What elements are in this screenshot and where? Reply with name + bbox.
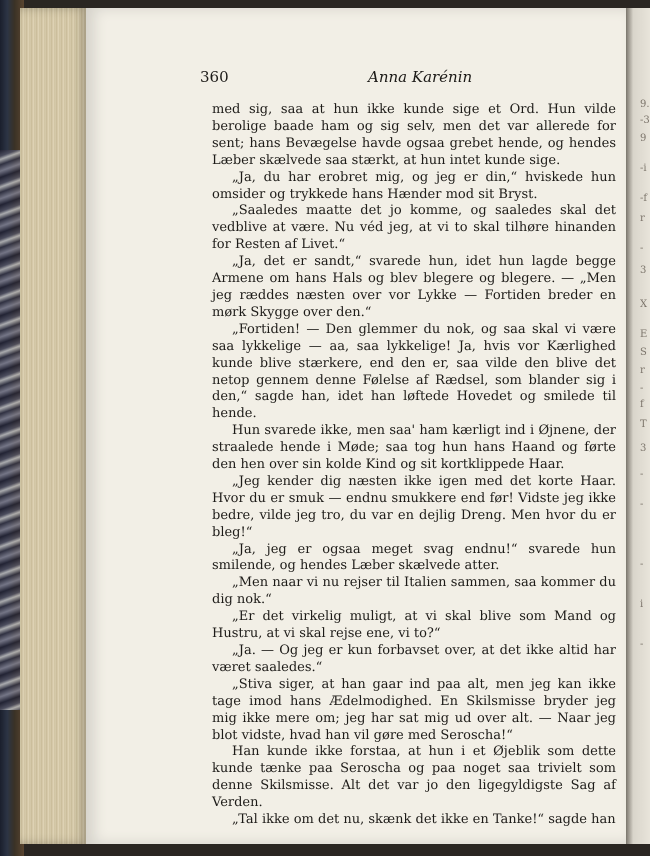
paragraph: „Er det virkelig muligt, at vi skal blive som Mand og Hustru, at vi skal rejse ene, vi to?“ bbox=[212, 609, 616, 642]
facing-page-fragment: i bbox=[640, 599, 644, 610]
facing-page-fragment: - bbox=[640, 559, 644, 570]
paragraph: „Fortiden! — Den glemmer du nok, og saa skal vi være saa lykkelige — aa, saa lykkelige! Ja, hvis vor Kærlighed kunde blive stærkere, end den er, saa vilde den blive det netop gennem denne Følelse af Rædsel, som blander sig i den,“ sagde han, idet han løftede Hovedet og smilede til hende. bbox=[212, 321, 616, 422]
paragraph: „Ja, jeg er ogsaa meget svag endnu!“ svarede hun smilende, og hendes Læber skælvede atter. bbox=[212, 541, 616, 574]
facing-page-fragment: f bbox=[640, 399, 644, 410]
facing-page-fragment: - bbox=[640, 499, 644, 510]
paragraph: „Saaledes maatte det jo komme, og saaledes skal det vedblive at være. Nu véd jeg, at vi to skal tilhøre hinanden for Resten af Livet.“ bbox=[212, 203, 616, 253]
paragraph: „Ja. — Og jeg er kun forbavset over, at det ikke altid har været saaledes.“ bbox=[212, 643, 616, 675]
facing-page-fragment: 3 bbox=[640, 443, 647, 454]
facing-page-fragment: - bbox=[640, 469, 644, 480]
running-title: Anna Karénin bbox=[368, 68, 473, 86]
facing-page-fragment: r bbox=[640, 365, 645, 376]
facing-page-fragment: E bbox=[640, 329, 648, 340]
paragraph: „Men naar vi nu rejser til Italien sammen, saa kommer du dig nok.“ bbox=[212, 575, 616, 608]
paragraph: med sig, saa at hun ikke kunde sige et Ord. Hun vilde berolige baade ham og sig selv, men det var allerede for sent; hans Bevægelse havde ogsaa grebet hende, og hendes Læber skælvede saa stærkt, at hun intet kunde sige. bbox=[212, 102, 616, 168]
facing-page-fragment: -i bbox=[640, 163, 647, 174]
facing-page-fragment: - bbox=[640, 383, 644, 394]
marbled-endpaper bbox=[0, 150, 22, 710]
page-header bbox=[86, 68, 626, 88]
facing-page-fragment: 3 bbox=[640, 265, 647, 276]
paragraph: „Stiva siger, at han gaar ind paa alt, men jeg kan ikke tage imod hans Ædelmodighed. En Skilsmisse bryder jeg mig ikke mere om; jeg har sat mig ud over alt. — Naar jeg blot vidste, hvad han vil gøre med Seroscha!“ bbox=[212, 676, 616, 743]
facing-page-fragment: X bbox=[640, 299, 648, 310]
facing-page-fragment: -f bbox=[640, 193, 648, 204]
facing-page-fragment: r bbox=[640, 213, 645, 224]
facing-page-fragment: - bbox=[640, 243, 644, 254]
paragraph: Han kunde ikke forstaa, at hun i et Øjeblik som dette kunde tænke paa Seroscha og paa noget saa trivielt som denne Skilsmisse. Alt det var jo den ligegyldigste Sag af Verden. bbox=[212, 744, 616, 811]
facing-page-fragment: 9 bbox=[640, 133, 647, 144]
paragraph: Hun svarede ikke, men saa' ham kærligt ind i Øjnene, der straalede hende i Møde; saa tog hun hans Haand og førte den hen over sin kolde Kind og sit kortklippede Haar. bbox=[212, 423, 616, 473]
facing-page-fragment: S bbox=[640, 347, 647, 358]
paragraph: „Ja, det er sandt,“ svarede hun, idet hun lagde begge Armene om hans Hals og blev blegere og blegere. — „Men jeg ræddes næsten over vor Lykke — Fortiden breder en mørk Skygge over den.“ bbox=[212, 254, 616, 320]
facing-page-fragment: -3 bbox=[640, 115, 650, 126]
body-text bbox=[212, 102, 616, 829]
page-block-edges bbox=[20, 8, 88, 844]
book-page bbox=[86, 8, 626, 844]
page-number: 360 bbox=[200, 68, 229, 86]
facing-page-fragment: T bbox=[640, 419, 647, 430]
paragraph: „Tal ikke om det nu, skænk det ikke en Tanke!“ sagde han bbox=[232, 812, 616, 828]
facing-page-fragment: 9. bbox=[640, 99, 650, 110]
facing-page-fragment: - bbox=[640, 639, 644, 650]
paragraph: „Jeg kender dig næsten ikke igen med det korte Haar. Hvor du er smuk — endnu smukkere end før! Vidste jeg ikke bedre, vilde jeg tro, du var en dejlig Dreng. Men hvor du er bleg!“ bbox=[212, 473, 616, 540]
paragraph: „Ja, du har erobret mig, og jeg er din,“ hviskede hun omsider og trykkede hans Hænder mod sit Bryst. bbox=[212, 169, 616, 202]
